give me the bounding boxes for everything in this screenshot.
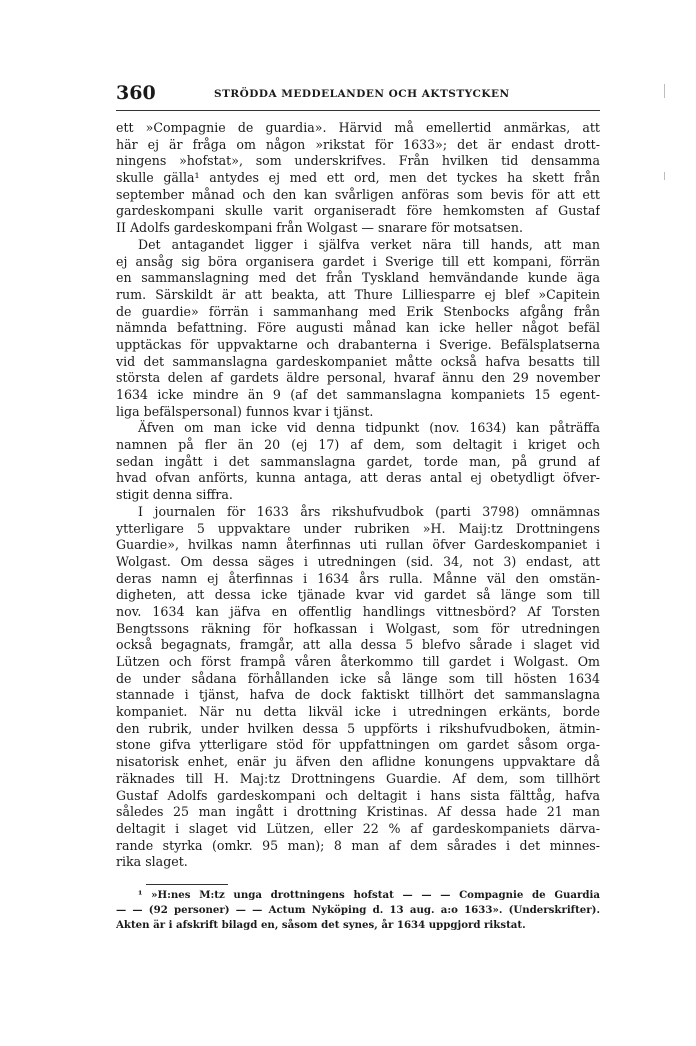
text-line: de under sådana förhållanden icke så länge som till hösten 1634: [116, 670, 600, 686]
text-line: nisatorisk enhet, enär ju äfven den aflidne konungens uppvaktare då: [116, 754, 600, 770]
footnote-rule: [146, 884, 228, 885]
text-line: Äfven om man icke vid denna tidpunkt (nov. 1634) kan påträffa: [138, 420, 600, 436]
footnotes: [116, 888, 600, 933]
text-line: ningens »hofstat», som underskrifves. Från hvilken tid densamma: [116, 153, 600, 169]
text-line: ytterligare 5 uppvaktare under rubriken »H. Maij:tz Drottningens: [116, 520, 600, 536]
text-line: här ej är fråga om någon »rikstat för 1633»; det är endast drott-: [116, 136, 600, 152]
text-line: september månad och den kan svårligen anföras som bevis för att ett: [116, 186, 600, 202]
text-line: Guardie», hvilkas namn återfinnas uti rullan öfver Gardeskompaniet i: [116, 537, 600, 553]
text-line: 1634 icke mindre än 9 (af det sammanslagna kompaniets 15 egent-: [116, 387, 600, 402]
text-line: vid det sammanslagna gardeskompaniet måtte också hafva besatts till: [116, 353, 600, 369]
text-line: rande styrka (omkr. 95 man); 8 man af dem sårades i det minnes-: [116, 837, 600, 853]
text-line: I journalen för 1633 års rikshufvudbok (parti 3798) omnämnas: [138, 503, 600, 519]
text-line: Gustaf Adolfs gardeskompani och deltagit i hans sista fälttåg, hafva: [116, 787, 600, 803]
text-line: ej ansåg sig böra organisera gardet i Sverige till ett kompani, förrän: [116, 253, 600, 269]
text-line: stannade i tjänst, hafva de dock faktiskt tillhört det sammanslagna: [116, 687, 600, 703]
text-line: sedan ingått i det sammanslagna gardet, torde man, på grund af: [116, 453, 600, 469]
text-line: den rubrik, under hvilken dessa 5 uppförts i rikshufvudboken, ätmin-: [116, 720, 600, 736]
text-line: rika slaget.: [116, 854, 188, 870]
text-line: nämnda befattning. Före augusti månad kan icke heller något befäl: [116, 320, 600, 336]
header-rule: [116, 110, 600, 111]
text-line: namnen på fler än 20 (ej 17) af dem, som deltagit i kriget och: [116, 437, 600, 453]
footnote-line: Akten är i afskrift bilagd en, såsom det synes, år 1634 uppgjord rikstat.: [116, 919, 526, 931]
text-line: kompaniet. När nu detta likväl icke i utredningen erkänts, borde: [116, 704, 600, 720]
text-line: således 25 man ingått i drottning Kristinas. Af dessa hade 21 man: [116, 804, 600, 820]
body-text: [116, 120, 600, 871]
scan-edge-mark: [664, 84, 665, 98]
text-line: liga befälspersonal) funnos kvar i tjänst.: [116, 403, 374, 419]
text-line: hvad ofvan anförts, kunna antaga, att deras antal ej obetydligt öfver-: [116, 470, 600, 486]
text-line: deltagit i slaget vid Lützen, eller 22 % af gardeskompaniets därva-: [116, 820, 600, 836]
text-line: stigit denna siffra.: [116, 487, 233, 503]
text-line: II Adolfs gardeskompani från Wolgast — snarare för motsatsen.: [116, 220, 523, 236]
text-line: stone gifva ytterligare stöd för uppfattningen om gardet såsom orga-: [116, 737, 600, 753]
text-line: Bengtssons räkning för hofkassan i Wolgast, som för utredningen: [116, 620, 600, 636]
scan-edge-mark: [664, 172, 665, 180]
text-line: Wolgast. Om dessa säges i utredningen (sid. 34, not 3) endast, att: [116, 553, 600, 569]
text-line: upptäckas för uppvaktarne och drabanterna i Sverige. Befälsplatserna: [116, 336, 600, 352]
text-line: Lützen och först frampå våren återkommo till gardet i Wolgast. Om: [116, 654, 600, 669]
footnote-line: ¹ »H:nes M:tz unga drottningens hofstat — — — Compagnie de Guardia: [138, 889, 600, 901]
running-head: STRÖDDA MEDDELANDEN OCH AKTSTYCKEN: [214, 88, 510, 100]
text-line: digheten, att dessa icke tjänade kvar vid gardet så länge som till: [116, 587, 600, 603]
text-line: rum. Särskildt är att beakta, att Thure Lilliesparre ej blef »Capitein: [116, 286, 600, 302]
text-line: gardeskompani skulle varit organiseradt före hemkomsten af Gustaf: [116, 203, 600, 219]
text-line: en sammanslagning med det från Tyskland hemvändande kunde äga: [116, 270, 600, 286]
text-line: ett »Compagnie de guardia». Härvid må emellertid anmärkas, att: [116, 120, 600, 135]
text-line: räknades till H. Maj:tz Drottningens Guardie. Af dem, som tillhört: [116, 770, 600, 786]
text-line: deras namn ej återfinnas i 1634 års rulla. Månne väl den omstän-: [116, 570, 600, 586]
text-line: Det antagandet ligger i själfva verket nära till hands, att man: [138, 236, 600, 252]
text-line: de guardie» förrän i sammanhang med Erik Stenbocks afgång från: [116, 303, 600, 319]
text-line: också begagnats, framgår, att alla dessa 5 blefvo sårade i slaget vid: [116, 637, 600, 653]
text-line: största delen af gardets äldre personal, hvaraf ännu den 29 november: [116, 370, 600, 386]
page-number: 360: [116, 82, 156, 104]
page-header: [116, 82, 600, 108]
footnote-line: — — (92 personer) — — Actum Nyköping d. 13 aug. a:o 1633». (Underskrifter).: [116, 904, 600, 916]
text-line: nov. 1634 kan jäfva en offentlig handlings vittnesbörd? Af Torsten: [116, 603, 600, 619]
text-line: skulle gälla¹ antydes ej med ett ord, men det tyckes ha skett från: [116, 170, 600, 186]
